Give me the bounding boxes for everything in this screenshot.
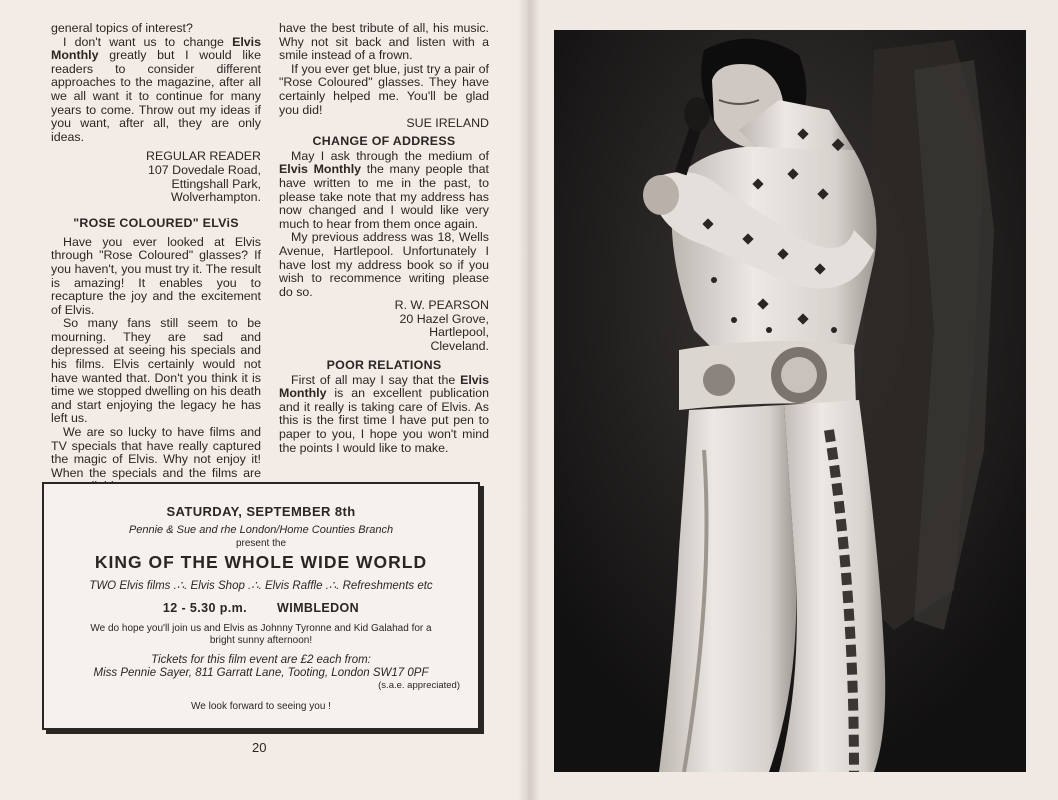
signature-address: Cleveland. [430,339,489,354]
paragraph: Have you ever looked at Elvis through "Rose Coloured" glasses? If you haven't, you must try it. The result is amazing! It enables you to recapture the joy and the excitement of Elvis. [51,234,261,317]
signature: REGULAR READER [146,149,261,164]
paragraph: We are so lucky to have films and TV specials that have really captured the magic of Elvis. Why not enjoy it! When the specials and the films are [51,425,261,480]
paragraph: First of all may I say that the Elvis Monthly is an excellent publication and it really is taking care of Elvis. As this is the first time I have put pen to paper to you, I hope you won't mind the points I would like to make. [279,372,489,455]
paragraph: I don't want us to change Elvis Monthly greatly but I would like readers to consider different approaches to the magazine, after all we all want it to continue for many years to come. Throw out my ideas if you want, after all, they are only ideas. [51,34,261,144]
signature-address: Wolverhampton. [171,190,261,205]
event-invitation: We do hope you'll join us and Elvis as Johnny Tyronne and Kid Galahad for a bright sunny afternoon! [90,623,432,646]
signature-address: Ettingshall Park, [171,176,261,191]
page-gutter [518,0,540,800]
event-title: KING OF THE WHOLE WIDE WORLD [94,552,428,572]
event-time: 12 - 5.30 p.m. [162,601,248,615]
article-heading: "ROSE COLOURED" ELViS [73,215,239,230]
paragraph: May I ask through the medium of Elvis Monthly the many people that have written to me in the past, to please take note that my address has now changed and I would like very much to hear from them once again. [279,148,489,231]
paragraph: general topics of interest? [51,21,193,35]
signature-address: 107 Dovedale Road, [148,162,261,177]
left-page [0,0,528,800]
paragraph: My previous address was 18, Wells Avenue, Hartlepool. Unfortunately I have lost my address book so if you wish to recommence writing please do so. [279,230,489,299]
signature-address: 20 Hazel Grove, [399,311,489,326]
event-presenters: Pennie & Sue and rhe London/Home Counties Branch present the [128,524,394,549]
page-number: 20 [252,740,267,755]
article-heading: CHANGE OF ADDRESS [312,133,456,148]
signature: R. W. PEARSON [394,298,489,313]
signature: SUE IRELAND [406,116,489,131]
closing-line: We look forward to seeing you ! [191,701,331,712]
event-time-venue [44,601,478,615]
paragraph: So many fans still seem to be mourning. They are sad and depressed at seeing his specials and his films. Elvis certainly would not have wanted that. Don't you think it is time we stopped dwelling on his death and start enjoying the legacy he has left us. [51,316,261,426]
text-column-2 [279,22,489,455]
text-column-1 [51,22,261,494]
signature-address: Hartlepool, [429,325,489,340]
ticket-info: Tickets for this film event are £2 each from: Miss Pennie Sayer, 811 Garratt Lane, Tooting, London SW17 0PF [93,654,429,679]
performer-image [554,30,1026,772]
elvis-photograph [554,30,1026,772]
event-advertisement [42,482,480,730]
article-heading: POOR RELATIONS [326,357,442,372]
event-attractions: TWO Elvis films .∴. Elvis Shop .∴. Elvis Raffle .∴. Refreshments etc [89,580,433,592]
event-venue: WIMBLEDON [277,601,360,615]
paragraph: If you ever get blue, just try a pair of "Rose Coloured" glasses. They have certainly helped me. You'll be glad you did! [279,61,489,117]
sae-note: (s.a.e. appreciated) [378,680,460,691]
event-date: SATURDAY, SEPTEMBER 8th [166,504,356,519]
paragraph: have the best tribute of all, his music. Why not sit back and listen with a smile instead of a frown. [279,21,489,63]
